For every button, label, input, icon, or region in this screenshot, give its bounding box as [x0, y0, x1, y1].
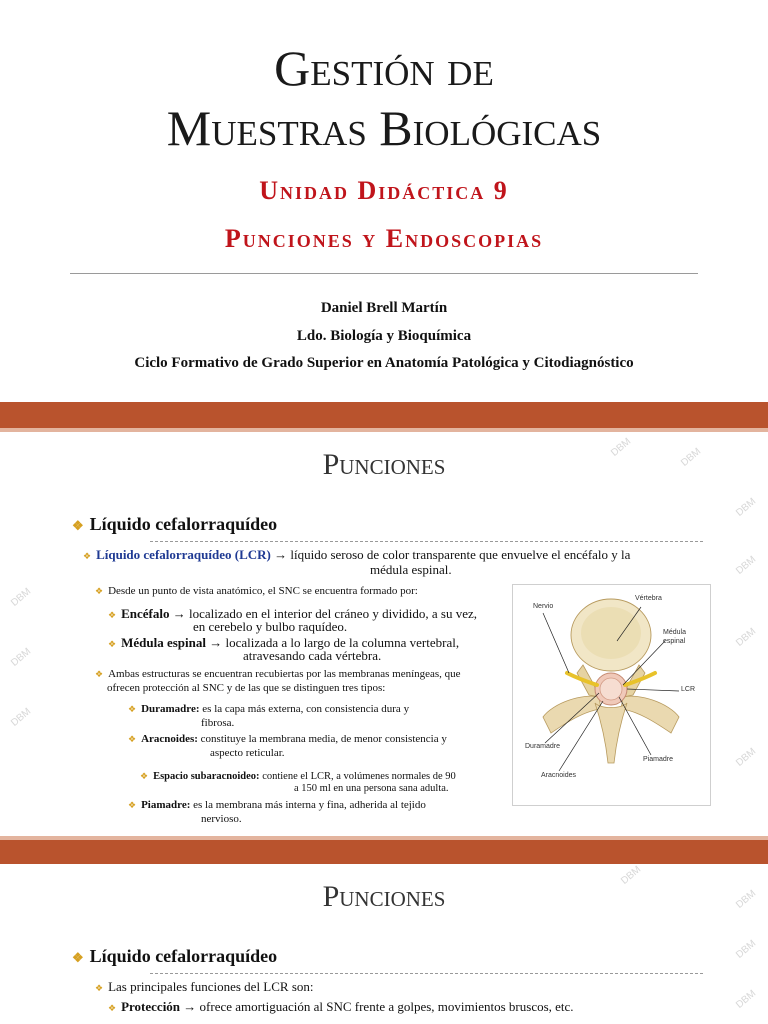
snc-intro: ❖ Desde un punto de vista anatómico, el SNC se encuentra formado por: [95, 585, 418, 597]
watermark: DBM [734, 496, 759, 519]
diamond-bullet-icon: ❖ [108, 610, 117, 620]
section-divider [150, 973, 703, 974]
label-piamadre: Piamadre [643, 756, 673, 763]
watermark: DBM [734, 988, 759, 1011]
lcr-definition: ❖ Líquido cefalorraquídeo (LCR) → líquido seroso de color transparente que envuelve el encéfalo y la [83, 547, 631, 562]
author-degree: Ldo. Biología y Bioquímica [296, 328, 472, 344]
meninges-intro-cont: ofrecen protección al SNC y de las que se distinguen tres tipos: [107, 682, 386, 694]
lcr-functions-intro: ❖ Las principales funciones del LCR son: [95, 979, 314, 994]
duramadre-item-cont: fibrosa. [201, 717, 235, 729]
slide-title: Punciones [322, 448, 446, 481]
spinal-anatomy-figure [512, 584, 711, 806]
diamond-bullet-icon: ❖ [108, 1003, 117, 1013]
slide-separator-band [0, 836, 768, 864]
watermark: DBM [9, 706, 34, 729]
title-slide [0, 0, 768, 402]
diamond-bullet-icon: ❖ [72, 950, 84, 965]
watermark: DBM [734, 746, 759, 769]
topic-title: Punciones y Endoscopias [224, 224, 544, 253]
diamond-bullet-icon: ❖ [108, 639, 117, 649]
diamond-bullet-icon: ❖ [95, 983, 104, 993]
unit-title: Unidad Didáctica 9 [259, 176, 509, 205]
watermark: DBM [609, 436, 634, 459]
diamond-bullet-icon: ❖ [128, 734, 137, 744]
watermark: DBM [9, 586, 34, 609]
diamond-bullet-icon: ❖ [83, 551, 92, 561]
watermark: DBM [734, 938, 759, 961]
section-heading: ❖ Líquido cefalorraquídeo [72, 946, 278, 966]
watermark: DBM [619, 864, 644, 887]
watermark: DBM [734, 626, 759, 649]
diamond-bullet-icon: ❖ [95, 586, 104, 596]
section-heading: ❖ Líquido cefalorraquídeo [72, 514, 278, 534]
watermark: DBM [9, 646, 34, 669]
label-medula-1: Médula [663, 629, 686, 636]
diamond-bullet-icon: ❖ [140, 771, 149, 781]
medula-item-cont: atravesando cada vértebra. [243, 648, 382, 663]
meninges-intro: ❖ Ambas estructuras se encuentran recubiertas por las membranas meníngeas, que [95, 668, 461, 680]
slide-title: Punciones [322, 880, 446, 913]
label-vertebra: Vértebra [635, 595, 662, 602]
title-divider [70, 273, 698, 274]
diamond-bullet-icon: ❖ [128, 800, 137, 810]
label-duramadre: Duramadre [525, 743, 561, 750]
course-title-line1: Gestión de [274, 40, 494, 96]
aracnoides-item: ❖ Aracnoides: constituye la membrana media, de menor consistencia y [128, 733, 447, 745]
lcr-definition-cont: médula espinal. [370, 562, 452, 577]
piamadre-item-cont: nervioso. [201, 813, 242, 825]
course-title-line2: Muestras Biológicas [166, 100, 602, 156]
watermark: DBM [734, 888, 759, 911]
diamond-bullet-icon: ❖ [128, 704, 137, 714]
subaracnoideo-item-cont: a 150 ml en una persona sana adulta. [294, 783, 449, 794]
slide-punciones-2 [0, 864, 768, 1024]
watermark: DBM [679, 446, 704, 469]
encefalo-item: ❖ Encéfalo → localizado en el interior del cráneo y dividido, a su vez, [108, 606, 478, 621]
medula-item: ❖ Médula espinal → localizada a lo largo de la columna vertebral, [108, 635, 460, 650]
duramadre-item: ❖ Duramadre: es la capa más externa, con consistencia dura y [128, 703, 410, 715]
encefalo-item-cont: en cerebelo y bulbo raquídeo. [193, 619, 348, 634]
author-name: Daniel Brell Martín [320, 300, 448, 316]
diamond-bullet-icon: ❖ [72, 518, 84, 533]
proteccion-item: ❖ Protección → ofrece amortiguación al SNC frente a golpes, movimientos bruscos, etc. [108, 999, 574, 1014]
slide-separator-band [0, 402, 768, 432]
section-divider [150, 541, 703, 542]
subaracnoideo-item: ❖ Espacio subaracnoideo: contiene el LCR, a volúmenes normales de 90 [140, 771, 456, 782]
diamond-bullet-icon: ❖ [95, 669, 104, 679]
label-lcr: LCR [681, 686, 696, 693]
piamadre-item: ❖ Piamadre: es la membrana más interna y fina, adherida al tejido [128, 799, 426, 811]
watermark: DBM [734, 554, 759, 577]
label-aracnoides: Aracnoides [541, 772, 577, 779]
course-name: Ciclo Formativo de Grado Superior en Anatomía Patológica y Citodiagnóstico [134, 355, 634, 371]
label-medula-2: espinal [663, 638, 686, 645]
aracnoides-item-cont: aspecto reticular. [210, 747, 285, 759]
label-nervio: Nervio [533, 603, 554, 610]
